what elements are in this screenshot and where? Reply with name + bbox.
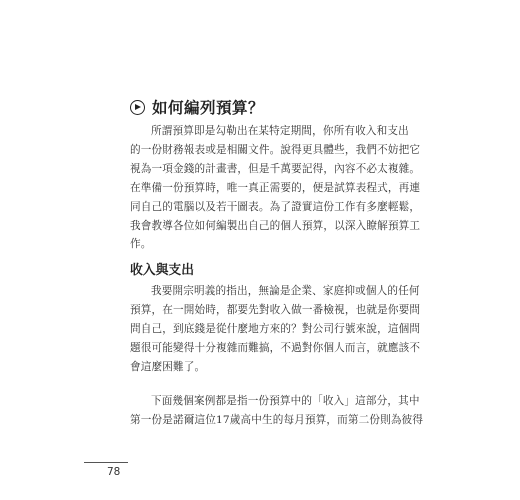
text-line: 會這麼困難了。: [130, 360, 206, 373]
text-line: 我會教導各位如何編製出自己的個人預算，以深入瞭解預算工: [130, 219, 421, 232]
text-line: 作。: [130, 238, 152, 251]
text-line: 預算，在一開始時，都要先對收入做一番檢視，也就是你要問: [130, 303, 421, 316]
text-line: 題很可能變得十分複雜而難搞，不過對你個人而言，就應該不: [130, 341, 421, 354]
text-line: 問自己，到底錢是從什麼地方來的？對公司行號來說，這個問: [130, 322, 421, 335]
page-number: 78: [107, 466, 121, 478]
paragraph-intro: [130, 122, 421, 254]
subsection-heading: 收入與支出: [130, 263, 194, 278]
text-line: 同自己的電腦以及若干圖表。為了證實這份工作有多麼輕鬆，: [130, 200, 421, 213]
text-line: 第一份是諾爾這位17歲高中生的每月預算，而第二份則為彼得: [130, 413, 424, 426]
paragraph-examples: [130, 392, 424, 430]
section-heading: [130, 96, 264, 118]
paragraph-income: [130, 282, 421, 377]
play-circle-icon: [130, 100, 145, 115]
text-line: 視為一項金錢的計畫書，但是千萬要記得，內容不必太複雜。: [130, 162, 421, 175]
text-line: 的一份財務報表或是相關文件。說得更具體些，我們不妨把它: [130, 143, 421, 156]
text-line: 下面幾個案例都是指一份預算中的「收入」這部分，其中: [151, 395, 420, 407]
section-heading-text: 如何編列預算？: [152, 99, 265, 117]
footer-rule: [84, 462, 128, 463]
text-line: 我要開宗明義的指出，無論是企業、家庭抑或個人的任何: [151, 285, 420, 297]
text-line: 在準備一份預算時，唯一真正需要的，便是試算表程式，再連: [130, 181, 421, 194]
text-line: 所謂預算即是勾勒出在某特定期間，你所有收入和支出: [151, 125, 409, 137]
